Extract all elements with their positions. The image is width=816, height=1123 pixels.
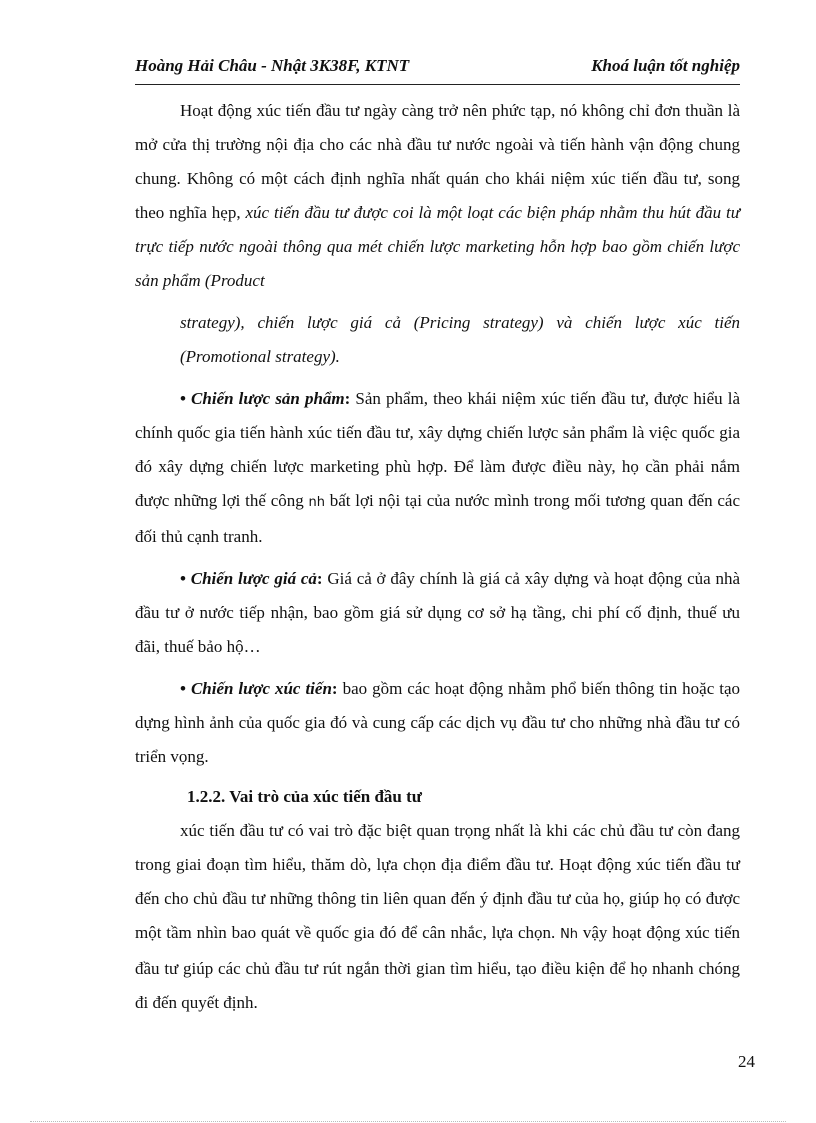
page-body [135,94,740,1020]
bullet-pricing-strategy: • Chiến lược giá cả: Giá cả ở đây chính là giá cả xây dựng và hoạt động của nhà đầu tư ở nước tiếp nhận, bao gồm giá sử dụng cơ sở hạ tầng, chi phí cố định, thuế ưu đãi, thuế bảo hộ… [135,569,740,656]
bullet-text-snippet: nh [308,495,325,510]
bullet-text: Sản phẩm, theo khái niệm xúc tiến đầu tư, được hiểu là chính quốc gia tiến hành xúc tiến đầu tư, xây dựng chiến lược sản phẩm là việc quốc gia đó xây dựng chiến lược marketing phù hợp. Để làm được điều này, họ cần phải nắm được những lợi thế công [135,389,741,510]
bullet-marker: • [180,389,186,408]
section-paragraph [135,814,740,1020]
intro-paragraph [135,94,740,298]
bullet-title: Chiến lược xúc tiến [190,679,332,698]
section-text-continued: vậy hoạt động xúc tiến đầu tư giúp các chủ đầu tư rút ngắn thời gian tìm hiểu, tạo điều kiện để họ nhanh chóng đi đến quyết định. [135,923,741,1012]
bullet-marker: • [180,679,186,698]
bullet-text: Giá cả ở đây chính là giá cả xây dựng và hoạt động của nhà đầu tư ở nước tiếp nhận, bao gồm giá sử dụng cơ sở hạ tầng, chi phí cố định, thuế ưu đãi, thuế bảo hộ… [135,569,740,656]
section-text-snippet: Nh [560,927,579,942]
bullet-promotion-strategy: • Chiến lược xúc tiến: bao gồm các hoạt động nhằm phổ biến thông tin hoặc tạo dựng hình ảnh của quốc gia đó và cung cấp các dịch vụ đầu tư cho những nhà đầu tư có triển vọng. [135,679,741,766]
section-heading: 1.2.2. Vai trò của xúc tiến đầu tư [187,787,422,806]
intro-continuation: strategy), chiến lược giá cả (Pricing strategy) và chiến lược xúc tiến (Promotional strategy). [180,313,740,366]
header-author: Hoàng Hải Châu - Nhật 3K38F, KTNT [135,56,410,75]
page-number: 24 [738,1052,755,1071]
bullet-text: bao gồm các hoạt động nhằm phổ biến thông tin hoặc tạo dựng hình ảnh của quốc gia đó và cung cấp các dịch vụ đầu tư cho những nhà đầu tư có triển vọng. [135,679,741,766]
intro-plain-text: Hoạt động xúc tiến đầu tư ngày càng trở nên phức tạp, nó không chỉ đơn thuần là mở cửa thị trường nội địa cho các nhà đầu tư nước ngoài và tiến hành vận động chung chung. Không có một cách định nghĩa nhất quán cho khái niệm xúc tiến đầu tư, song theo nghĩa hẹp, [135,101,740,222]
page-header [135,50,740,85]
bullet-title: Chiến lược sản phẩm [191,389,345,408]
intro-italic-definition: xúc tiến đầu tư được coi là một loạt các biện pháp nhằm thu hút đầu tư trực tiếp nước ngoài thông qua mét chiến lược marketing hỗn hợp bao gồm chiến lược sản phẩm (Product [135,203,741,290]
bullet-marker: • [180,569,186,588]
page-bottom-divider [30,1121,786,1122]
bullet-text-continued: bất lợi nội tại của nước mình trong mối tương quan đến các đối thủ cạnh tranh. [135,491,741,546]
section-text: xúc tiến đầu tư có vai trò đặc biệt quan trọng nhất là khi các chủ đầu tư còn đang trong giai đoạn tìm hiểu, thăm dò, lựa chọn địa điểm đầu tư. Hoạt động xúc tiến đầu tư đến cho chủ đầu tư những thông tin liên quan đến ý định đầu tư của họ, giúp họ có được một tầm nhìn bao quát về quốc gia đó để cân nhắc, lựa chọn. [135,821,740,942]
bullet-product-strategy: • Chiến lược sản phẩm: Sản phẩm, theo khái niệm xúc tiến đầu tư, được hiểu là chính quốc gia tiến hành xúc tiến đầu tư, xây dựng chiến lược sản phẩm là việc quốc gia đó xây dựng chiến lược marketing phù hợp. Để làm được điều này, họ cần phải nắm được những lợi thế công nh bất lợi nội tại của nước mình trong mối tương quan đến các đối thủ cạnh tranh. [135,389,741,546]
bullet-title: Chiến lược giá cả [190,569,317,588]
header-document-type: Khoá luận tốt nghiệp [591,56,740,75]
intro-continuation-block [135,306,740,374]
